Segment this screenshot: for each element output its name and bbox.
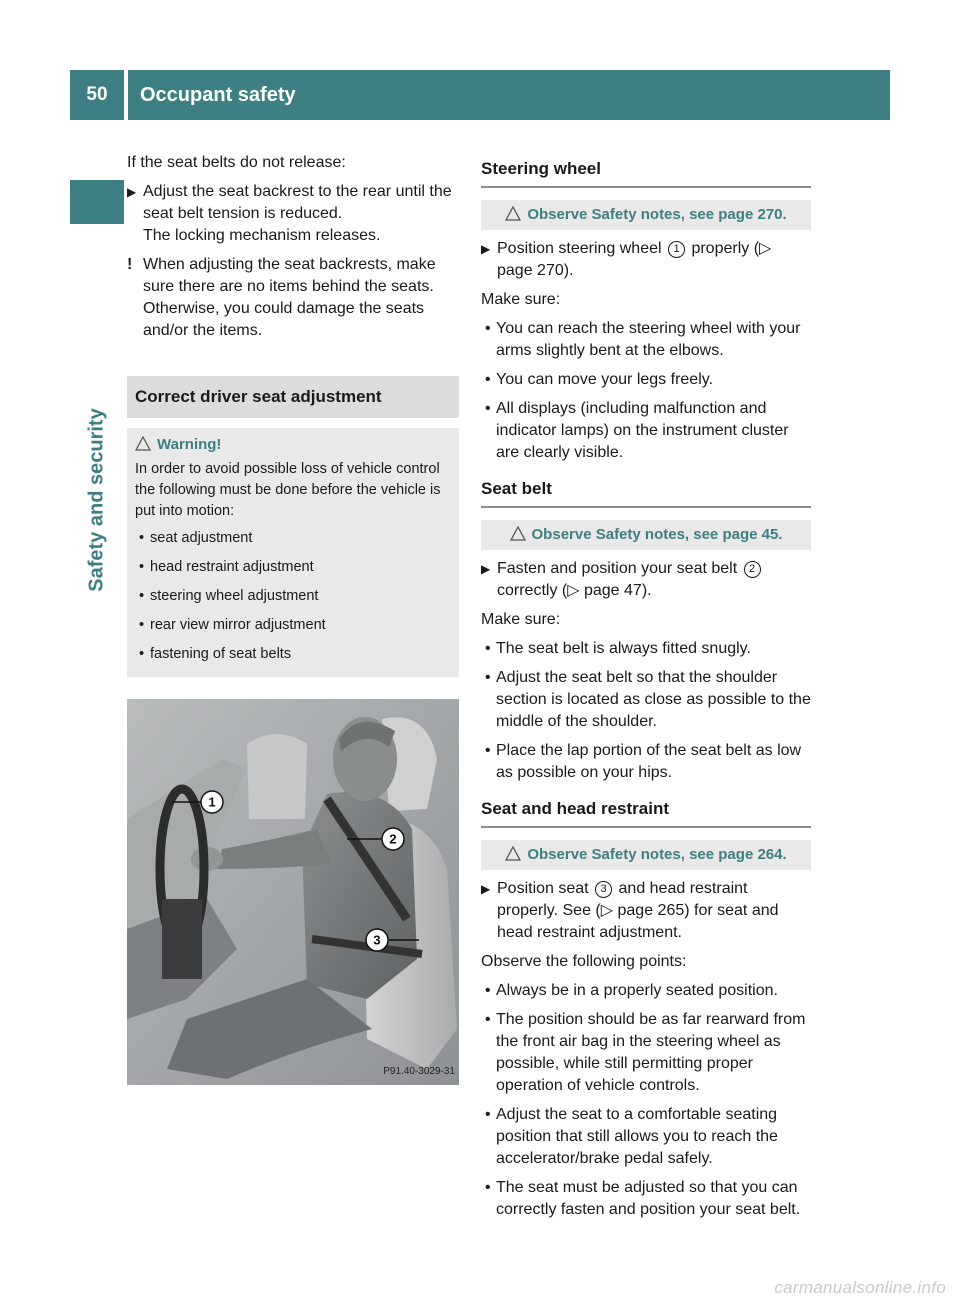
make-sure-label: Make sure: [481,611,561,628]
list-item: • Place the lap portion of the seat belt as low as possible on your hips. [485,742,802,781]
callout-ref: 1 [668,241,685,258]
heading-seat-belt: Seat belt [481,478,811,508]
svg-text:3: 3 [373,932,381,948]
right-column [481,152,811,1228]
warning-item: • steering wheel adjustment [139,588,319,604]
driver-seat-illustration [127,699,459,1085]
section-tab-marker [70,180,124,224]
svg-text:1: 1 [208,794,216,810]
callout-2 [382,828,404,850]
instruction-step: ▶ Position steering wheel 1 properly (▷ page 270). [481,240,772,279]
warning-text: In order to avoid possible loss of vehicle control the following must be done before the vehicle is put into motion: [135,461,441,519]
warning-triangle-icon [505,846,521,861]
list-item: • The position should be as far rearward from the front air bag in the steering wheel as possible, while still permitting proper operation of vehicle controls. [485,1011,806,1094]
list-item: • You can move your legs freely. [485,371,714,388]
heading-steering-wheel: Steering wheel [481,158,811,188]
warning-box [127,428,459,677]
observe-safety-notes: Observe Safety notes, see page 45. [481,520,811,550]
warning-item: • head restraint adjustment [139,559,314,575]
caution-note: ! When adjusting the seat backrests, make sure there are no items behind the seats. Otherwise, you could damage the seats and/or the items. [127,256,436,339]
left-column [127,152,459,1085]
observe-points-label: Observe the following points: [481,953,687,970]
warning-item: • rear view mirror adjustment [139,617,326,633]
warning-title: Warning! [135,434,451,455]
intro-text: If the seat belts do not release: [127,154,346,171]
warning-item: • fastening of seat belts [139,646,292,662]
figure-code: P91.40-3029-31 [383,1066,455,1077]
list-item: • Adjust the seat belt so that the shoulder section is located as close as possible to the middle of the shoulder. [485,669,811,730]
warning-triangle-icon [135,436,151,451]
step-arrow-icon: ▶ [481,562,491,576]
watermark: carmanualsonline.info [774,1278,946,1297]
warning-triangle-icon [505,206,521,221]
list-item: • Adjust the seat to a comfortable seating position that still allows you to reach the accelerator/brake pedal safely. [485,1106,778,1167]
list-item: • All displays (including malfunction and indicator lamps) on the instrument cluster are clearly visible. [485,400,789,461]
observe-safety-notes: Observe Safety notes, see page 264. [481,840,811,870]
list-item: • Always be in a properly seated position. [485,982,778,999]
list-item: • The seat must be adjusted so that you can correctly fasten and position your seat belt. [485,1179,801,1218]
observe-safety-notes: Observe Safety notes, see page 270. [481,200,811,230]
step-arrow-icon: ▶ [127,185,137,199]
exclamation-icon: ! [127,256,133,273]
instruction-step: ▶ Fasten and position your seat belt 2 correctly (▷ page 47). [481,558,811,602]
section-title-bar: Correct driver seat adjustment [127,376,459,418]
page-number: 50 [70,70,124,120]
step-arrow-icon: ▶ [481,242,491,256]
warning-item: • seat adjustment [139,530,253,546]
step-arrow-icon: ▶ [481,882,491,896]
svg-text:2: 2 [389,831,397,847]
callout-1 [201,791,223,813]
callout-ref: 3 [595,881,612,898]
instruction-step: ▶ Adjust the seat backrest to the rear until the seat belt tension is reduced. The locking mechanism releases. [127,183,452,244]
heading-seat-head-restraint: Seat and head restraint [481,798,811,828]
callout-3 [366,929,388,951]
instruction-step: ▶ Position seat 3 and head restraint properly. See (▷ page 265) for seat and head restraint adjustment. [481,880,779,941]
list-item: • The seat belt is always fitted snugly. [485,640,751,657]
list-item: • You can reach the steering wheel with your arms slightly bent at the elbows. [485,320,801,359]
warning-triangle-icon [510,526,526,541]
step-result: The locking mechanism releases. [143,227,381,244]
make-sure-label: Make sure: [481,291,561,308]
page-title: Occupant safety [128,70,890,120]
callout-ref: 2 [744,561,761,578]
